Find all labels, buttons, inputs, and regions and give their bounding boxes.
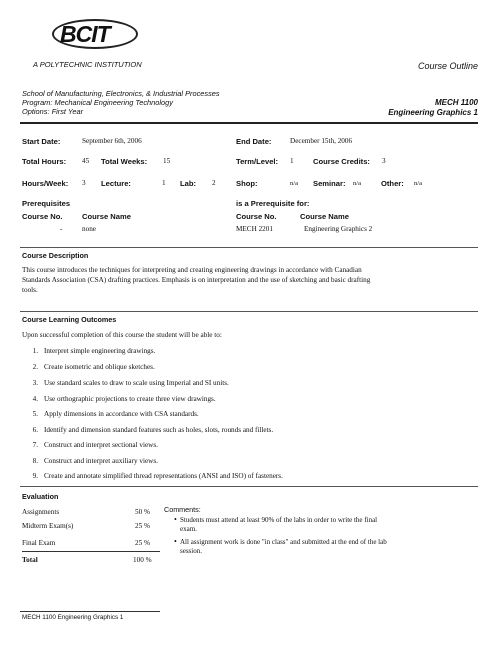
is-prereq-course-no: MECH 2201 [236, 225, 273, 233]
eval-name: Final Exam [22, 539, 56, 547]
evaluation-heading: Evaluation [22, 492, 59, 501]
comment-item: • Students must attend at least 90% of the labs in order to write the final exam. [174, 515, 378, 533]
prereq-course-name-header: Course Name [82, 212, 131, 221]
eval-name: Total [22, 556, 38, 564]
prereq-course-no-header: Course No. [22, 212, 63, 221]
lecture-label: Lecture: [101, 179, 131, 188]
is-prereq-course-name-header: Course Name [300, 212, 349, 221]
options-line: Options: First Year [22, 107, 84, 117]
seminar-label: Seminar: [313, 179, 346, 188]
doc-type: Course Outline [417, 61, 478, 71]
end-date-label: End Date: [236, 137, 272, 146]
eval-pct: 25 % [135, 539, 150, 547]
other-value: n/a [414, 180, 423, 187]
lab-label: Lab: [180, 179, 197, 188]
eval-pct: 25 % [135, 522, 150, 530]
course-title: Engineering Graphics 1 [388, 108, 478, 117]
is-prereq-course-no-header: Course No. [236, 212, 277, 221]
eval-pct: 50 % [135, 508, 150, 516]
comments-label: Comments: [164, 505, 201, 514]
school-line: School of Manufacturing, Electronics, & Industrial Processes [22, 89, 220, 98]
evaluation-divider [20, 486, 478, 487]
credits-value: 3 [382, 157, 386, 165]
term-value: 1 [290, 157, 294, 165]
lab-value: 2 [212, 179, 216, 187]
total-weeks-label: Total Weeks: [101, 157, 148, 166]
is-prereq-heading: is a Prerequisite for: [236, 199, 310, 208]
start-date-value: September 6th, 2006 [82, 137, 142, 145]
prereq-course-name: none [82, 225, 96, 233]
other-label: Other: [381, 179, 404, 188]
hours-week-value: 3 [82, 179, 86, 187]
eval-name: Midterm Exam(s) [22, 522, 74, 530]
description-line: Standards Association (CSA) drafting practices. Emphasis is on interpretation and the use of sketching and basic drafting [22, 276, 371, 284]
credits-label: Course Credits: [313, 157, 370, 166]
prereq-heading: Prerequisites [22, 199, 71, 208]
lecture-value: 1 [162, 179, 166, 187]
is-prereq-course-name: Engineering Graphics 2 [304, 225, 373, 233]
footer-rule [20, 611, 160, 612]
course-code: MECH 1100 [435, 98, 478, 107]
program-line: Program: Mechanical Engineering Technology [22, 98, 173, 108]
total-weeks-value: 15 [163, 157, 171, 165]
start-date-label: Start Date: [22, 137, 61, 146]
shop-value: n/a [290, 180, 299, 187]
logo-text: BCIT [60, 21, 110, 47]
term-label: Term/Level: [236, 157, 279, 166]
prereq-course-no: - [60, 225, 63, 233]
outcomes-list: 1. Interpret simple engineering drawings. 2. Create isometric and oblique sketches. 3. Use standard scales to draw to scale using Imperial and SI units. 4. Use orthographic projections to create three view drawings. 5. Apply dimensions in accordance with CSA standards. 6. Identify and dimension standard features such as holes, slots, rounds and fillets. 7. Construct and interpret sectional views. 8. Construct and interpret auxiliary views. 9. Create and annotate simplified thread representations (ANSI and ISO) of fasteners. [32, 347, 283, 480]
eval-total-rule [22, 551, 160, 552]
outcomes-heading: Course Learning Outcomes [22, 315, 117, 324]
eval-pct: 100 % [133, 556, 152, 564]
eval-name: Assignments [22, 508, 60, 516]
hours-week-label: Hours/Week: [22, 179, 69, 188]
shop-label: Shop: [236, 179, 258, 188]
tagline: A POLYTECHNIC INSTITUTION [33, 60, 142, 69]
description-line: tools. [22, 286, 38, 294]
comment-item: • All assignment work is done "in class" and submitted at the end of the lab session. [174, 537, 387, 555]
total-hours-label: Total Hours: [22, 157, 67, 166]
end-date-value: December 15th, 2006 [290, 137, 353, 145]
footer-text: MECH 1100 Engineering Graphics 1 [22, 614, 124, 621]
seminar-value: n/a [353, 180, 362, 187]
description-heading: Course Description [22, 251, 89, 260]
outcomes-intro: Upon successful completion of this course the student will be able to: [22, 331, 222, 339]
total-hours-value: 45 [82, 157, 90, 165]
description-line: This course introduces the techniques for interpreting and creating engineering drawings in accordance with Canadian [22, 266, 362, 274]
